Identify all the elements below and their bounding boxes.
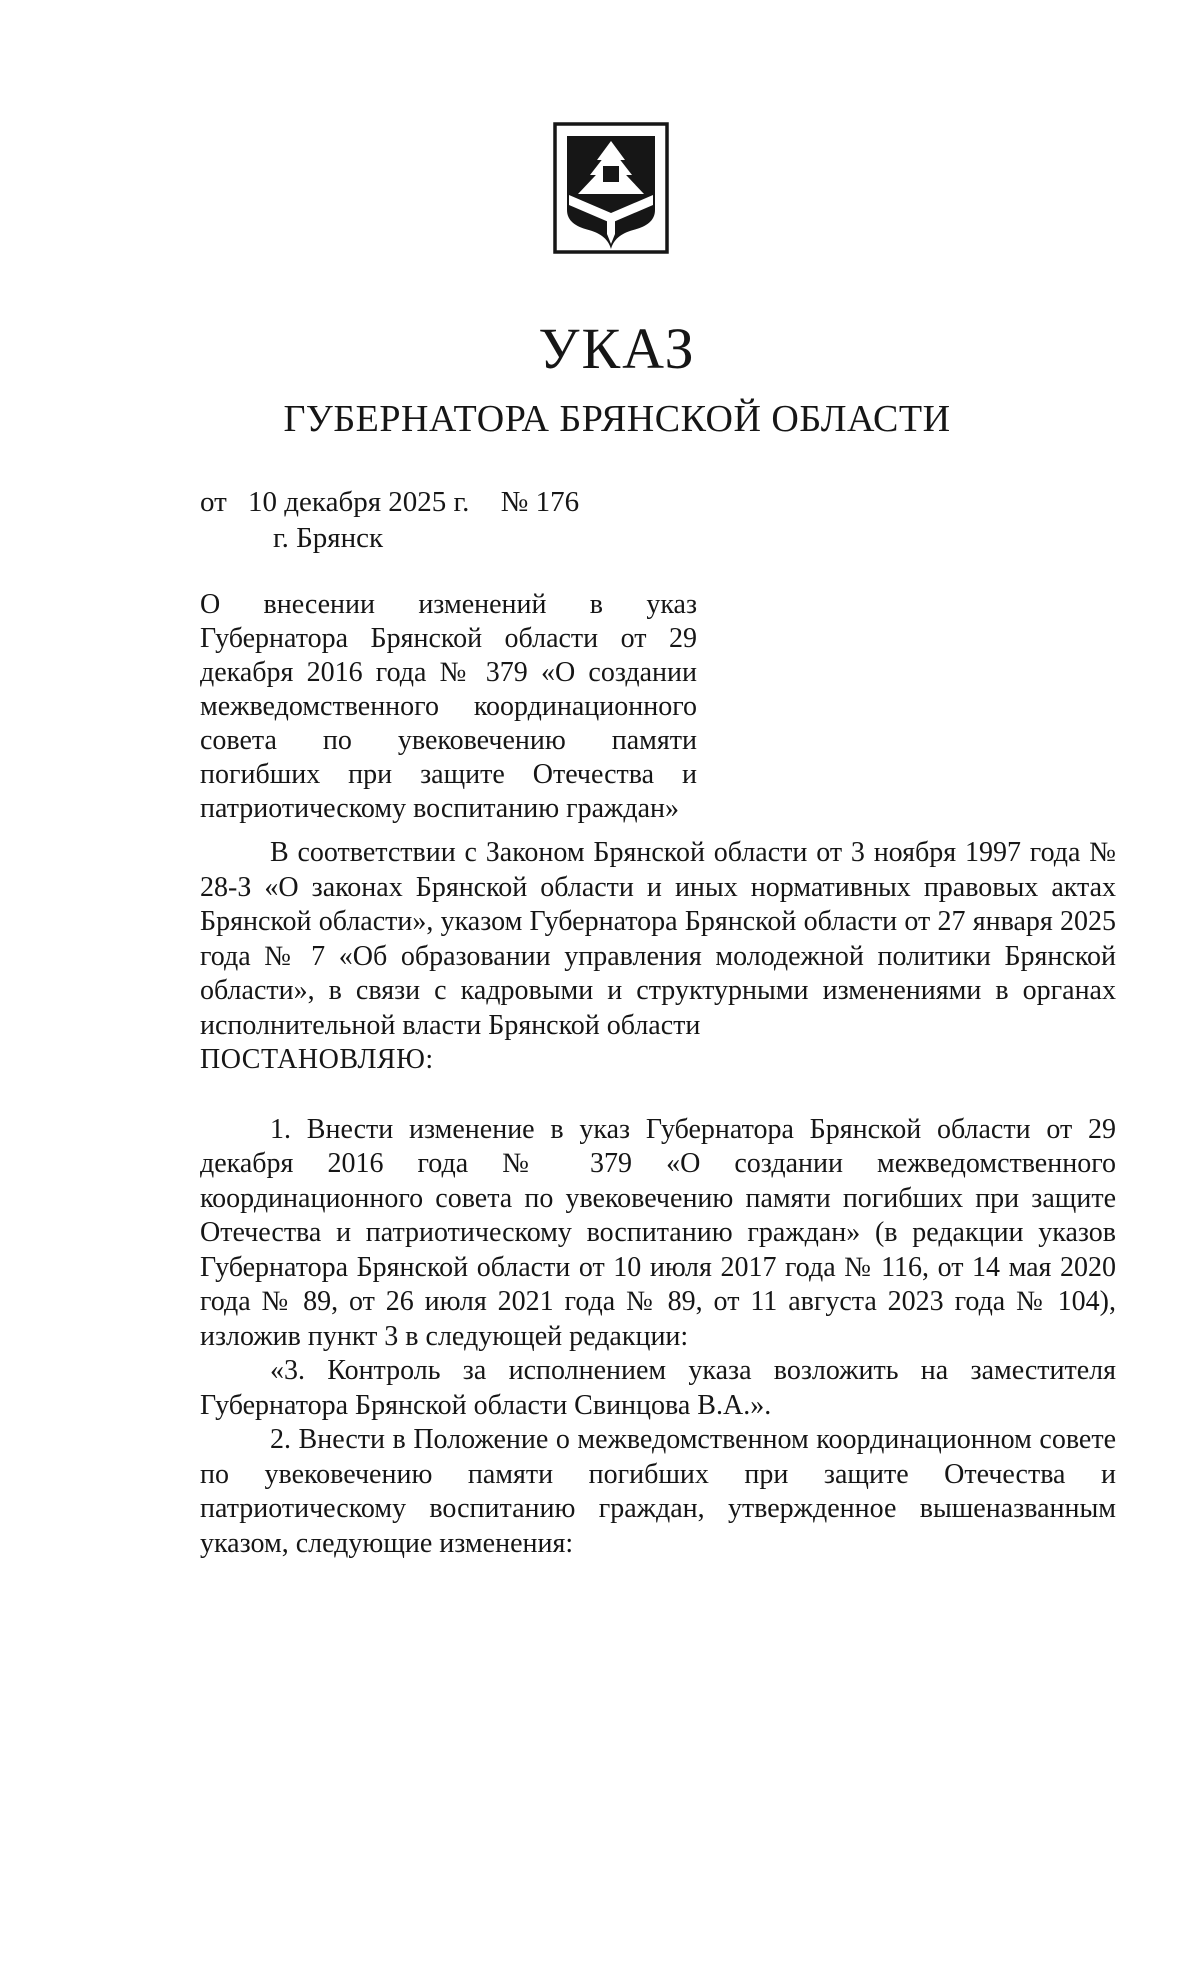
bryansk-coat-of-arms-icon <box>553 122 669 254</box>
quoted-clause-3-paragraph: «3. Контроль за исполнением указа возложить на заместителя Губернатора Брянской области Свинцова В.А.». <box>200 1355 1116 1421</box>
resolution-word: ПОСТАНОВЛЯЮ: <box>200 1044 434 1075</box>
document-number: № 176 <box>500 486 580 518</box>
item-2-paragraph: 2. Внести в Положение о межведомственном координационном совете по увековечению памяти погибших при защите Отечества и патриотическому воспитанию граждан, утвержденное вышеназванным указом, следующие изменения: <box>200 1424 1116 1559</box>
document-city: г. Брянск <box>273 522 384 554</box>
date-prefix: от <box>200 486 227 518</box>
item-1-paragraph: 1. Внести изменение в указ Губернатора Брянской области от 29 декабря 2016 года № 379 «О создании межведомственного координационного совета по увековечению памяти погибших при защите Отечества и патриотическому воспитанию граждан» (в редакции указов Губернатора Брянской области от 10 июля 2017 года № 116, от 14 мая 2020 года № 89, от 26 июля 2021 года № 89, от 11 августа 2023 года № 104), изложив пункт 3 в следующей редакции: <box>200 1113 1116 1352</box>
date-number-line <box>200 484 579 520</box>
document-subtitle: ГУБЕРНАТОРА БРЯНСКОЙ ОБЛАСТИ <box>283 398 951 440</box>
document-date: 10 декабря 2025 г. <box>248 486 470 518</box>
document-title: УКАЗ <box>538 316 696 381</box>
document-subject: О внесении изменений в указ Губернатора Брянской области от 29 декабря 2016 года № 379 «О создании межведомственного координационного совета по увековечению памяти погибших при защите Отечества и патриотическому воспитанию граждан» <box>200 589 697 824</box>
document-meta <box>200 484 579 556</box>
document-body <box>200 836 1116 1561</box>
preamble-paragraph: В соответствии с Законом Брянской области от 3 ноября 1997 года № 28-З «О законах Брянской области и иных нормативных правовых актах Брянской области», указом Губернатора Брянской области от 27 января 2025 года № 7 «Об образовании управления молодежной политики Брянской области», в связи с кадровыми и структурными изменениями в органах исполнительной власти Брянской области <box>200 837 1116 1041</box>
